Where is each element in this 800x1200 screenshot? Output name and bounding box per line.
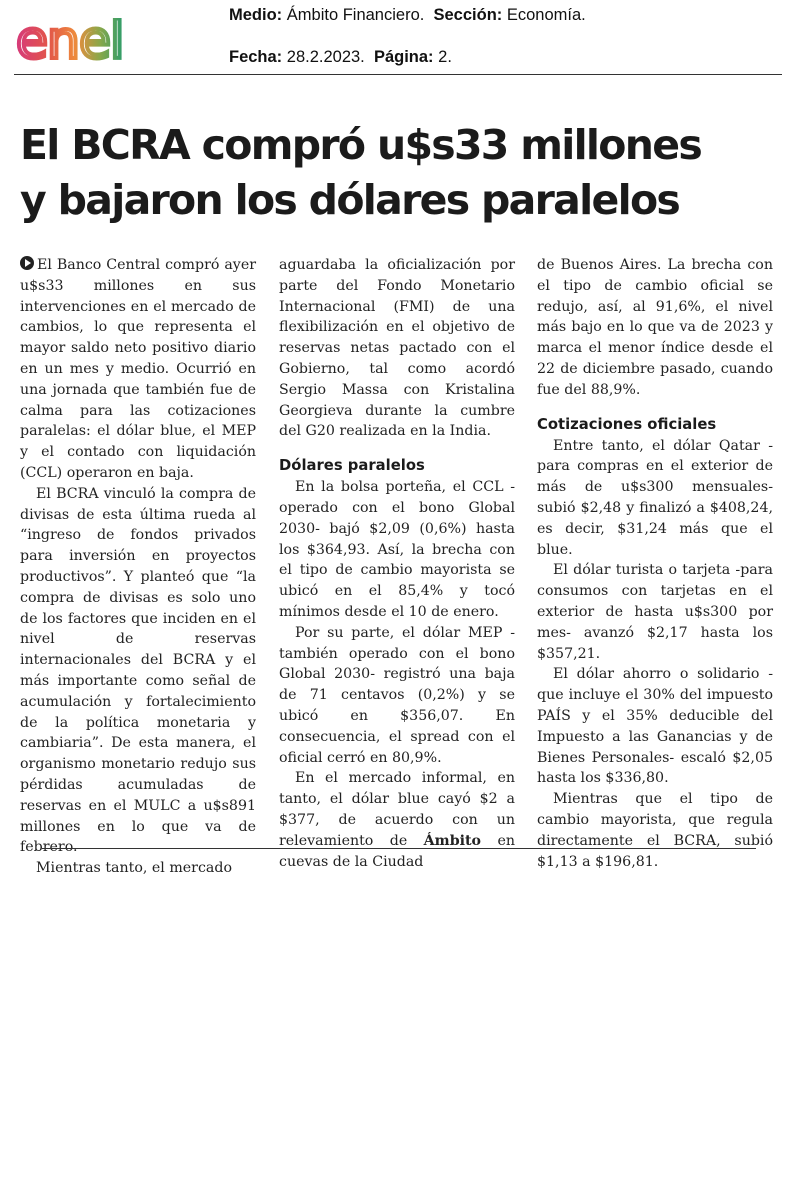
headline-line-2: y bajaron los dólares paralelos [20, 176, 680, 224]
article-column-2 [279, 255, 515, 872]
footer-divider [42, 848, 756, 849]
seccion-value: Economía. [506, 6, 586, 24]
paragraph: El BCRA vinculó la compra de divisas de esta última rueda al “ingreso de fondos privados para inversión en proyectos productivos”. Y planteó que “la compra de divisas es solo uno de los factores que inciden en el nivel de reservas internacionales del BCRA y el más importante como señal de acumulación y fortalecimiento de la política monetaria y cambiaria”. De esta manera, el organismo monetario redujo sus pérdidas acumuladas de reservas en el MULC a u$s891 millones en lo que va de febrero. [20, 485, 256, 856]
paragraph [20, 255, 256, 484]
logo-text: enel [16, 18, 124, 68]
article-headline [20, 118, 780, 228]
medio-value: Ámbito Financiero. [286, 6, 425, 24]
article-column-3 [537, 255, 773, 872]
fecha-label: Fecha: [229, 48, 283, 66]
paragraph: El dólar ahorro o solidario -que incluye el 30% del impuesto PAÍS y el 35% deducible del Impuesto a las Ganancias y de Bienes Personales- escaló $2,05 hasta los $336,80. [537, 666, 773, 787]
paragraph: Mientras tanto, el mercado [36, 860, 232, 877]
medio-label: Medio: [229, 6, 283, 24]
header-divider [14, 74, 782, 75]
article-column-1 [20, 255, 256, 879]
paragraph: de Buenos Aires. La brecha con el tipo de cambio oficial se redujo, así, al 91,6%, el nivel más bajo en lo que va de 2023 y marca el menor índice desde el 22 de diciembre pasado, cuando fue del 88,9%. [537, 257, 773, 398]
enel-logo [16, 18, 176, 68]
paragraph-text: En el mercado informal, en tanto, el dólar blue cayó $2 a $377, de acuerdo con un relevamiento de [279, 770, 515, 849]
paragraph: El dólar turista o tarjeta -para consumos con tarjetas en el exterior de hasta u$s300 por mes- avanzó $2,17 hasta los $357,21. [537, 562, 773, 662]
paragraph: Entre tanto, el dólar Qatar -para compras en el exterior de más de u$s300 mensuales- subió $2,48 y finalizó a $408,24, es decir, $31,24 más que el blue. [537, 437, 773, 558]
headline-line-1: El BCRA compró u$s33 millones [20, 121, 702, 169]
pagina-value: 2. [438, 48, 452, 66]
source-name: Ámbito [423, 832, 482, 849]
fecha-value: 28.2.2023. [286, 48, 365, 66]
paragraph: En la bolsa porteña, el CCL -operado con el bono Global 2030- bajó $2,09 (0,6%) hasta los $364,93. Así, la brecha con el tipo de cambio mayorista se ubicó en el 85,4% y tocó mínimos desde el 10 de enero. [279, 479, 515, 620]
paragraph: Mientras que el tipo de cambio mayorista, que regula directamente el BCRA, subió $1,13 a $196,81. [537, 791, 773, 870]
play-bullet-icon [20, 256, 34, 270]
seccion-label: Sección: [433, 6, 503, 24]
meta-line-fecha [229, 48, 452, 67]
paragraph [279, 768, 515, 872]
subheading-cotizaciones-oficiales: Cotizaciones oficiales [537, 415, 717, 433]
paragraph: Por su parte, el dólar MEP -también operado con el bono Global 2030- registró una baja de 71 centavos (0,2%) y se ubicó en $356,07. En consecuencia, el spread con el oficial cerró en 80,9%. [279, 624, 515, 766]
pagina-label: Página: [373, 48, 434, 66]
paragraph: aguardaba la oficialización por parte del Fondo Monetario Internacional (FMI) de una flexibilización en el objetivo de reservas netas pactado con el Gobierno, tal como acordó Sergio Massa con Kristalina Georgieva durante la cumbre del G20 realizada en la India. [279, 257, 515, 440]
paragraph-text: El Banco Central compró ayer u$s33 millones en sus intervenciones en el mercado de cambios, lo que representa el mayor saldo neto positivo diario en un mes y medio. Ocurrió en una jornada que también fue de calma para las cotizaciones paralelas: el dólar blue, el MEP y el contado con liquidación (CCL) operaron en baja. [20, 257, 256, 481]
paragraph-text: en cuevas de la Ciudad [279, 832, 515, 870]
subheading-dolares-paralelos: Dólares paralelos [279, 457, 425, 475]
meta-line-medio [229, 6, 586, 25]
